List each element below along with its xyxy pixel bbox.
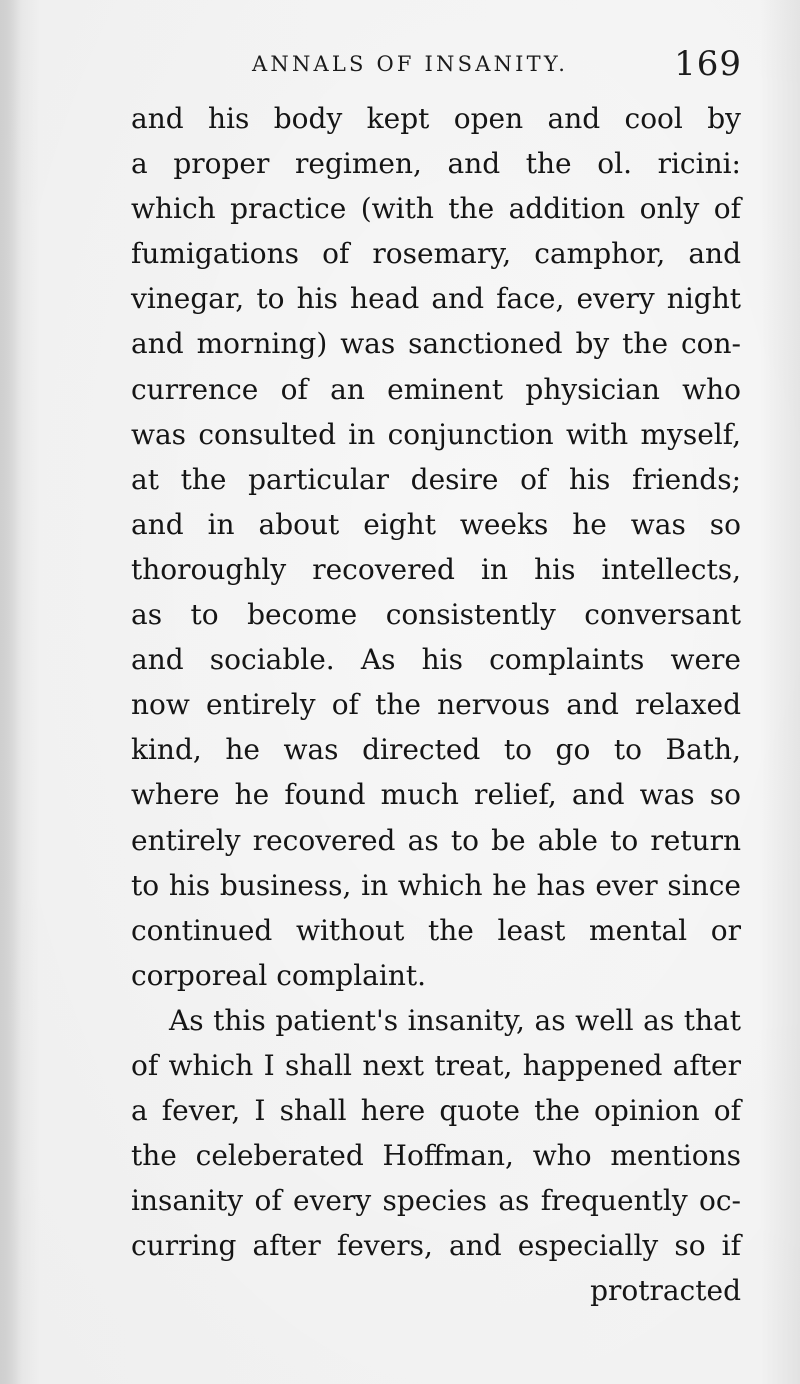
text-line: kind, he was directed to go to Bath, xyxy=(131,733,741,767)
running-head xyxy=(252,44,752,84)
paragraph-start-line: As this patient's insanity, as well as that xyxy=(169,1003,741,1037)
text-line: fumigations of rosemary, camphor, and xyxy=(131,237,741,271)
body-text xyxy=(131,96,741,1314)
text-line: a fever, I shall here quote the opinion of xyxy=(131,1094,741,1128)
text-line: a proper regimen, and the ol. ricini: xyxy=(131,147,741,181)
text-line: currence of an eminent physician who xyxy=(131,372,741,406)
text-line: of which I shall next treat, happened after xyxy=(131,1048,741,1082)
text-line: thoroughly recovered in his intellects, xyxy=(131,552,741,586)
text-line: curring after fevers, and especially so if xyxy=(131,1229,741,1263)
text-line: insanity of every species as frequently oc- xyxy=(131,1184,741,1218)
text-line: and in about eight weeks he was so xyxy=(131,507,741,541)
text-line: continued without the least mental or xyxy=(131,913,741,947)
text-line: vinegar, to his head and face, every night xyxy=(131,282,741,316)
running-head-title: ANNALS OF INSANITY. xyxy=(252,52,569,76)
text-line: to his business, in which he has ever since xyxy=(131,868,741,902)
text-line: where he found much relief, and was so xyxy=(131,778,741,812)
page-number: 169 xyxy=(674,44,742,84)
text-line: and his body kept open and cool by xyxy=(131,102,741,135)
text-line: as to become consistently conversant xyxy=(131,598,741,632)
text-line: the celeberated Hoffman, who mentions xyxy=(131,1139,741,1173)
text-line: now entirely of the nervous and relaxed xyxy=(131,688,741,722)
text-line: which practice (with the addition only of xyxy=(131,192,741,226)
text-line: at the particular desire of his friends; xyxy=(131,462,741,496)
paragraph-end-line: corporeal complaint. xyxy=(131,958,427,992)
binding-shadow xyxy=(0,0,22,1384)
catchword: protracted xyxy=(590,1274,741,1308)
text-line: was consulted in conjunction with myself, xyxy=(131,417,741,451)
text-line: and sociable. As his complaints were xyxy=(131,643,741,677)
text-line: entirely recovered as to be able to return xyxy=(131,823,741,857)
text-line: and morning) was sanctioned by the con- xyxy=(131,327,741,361)
